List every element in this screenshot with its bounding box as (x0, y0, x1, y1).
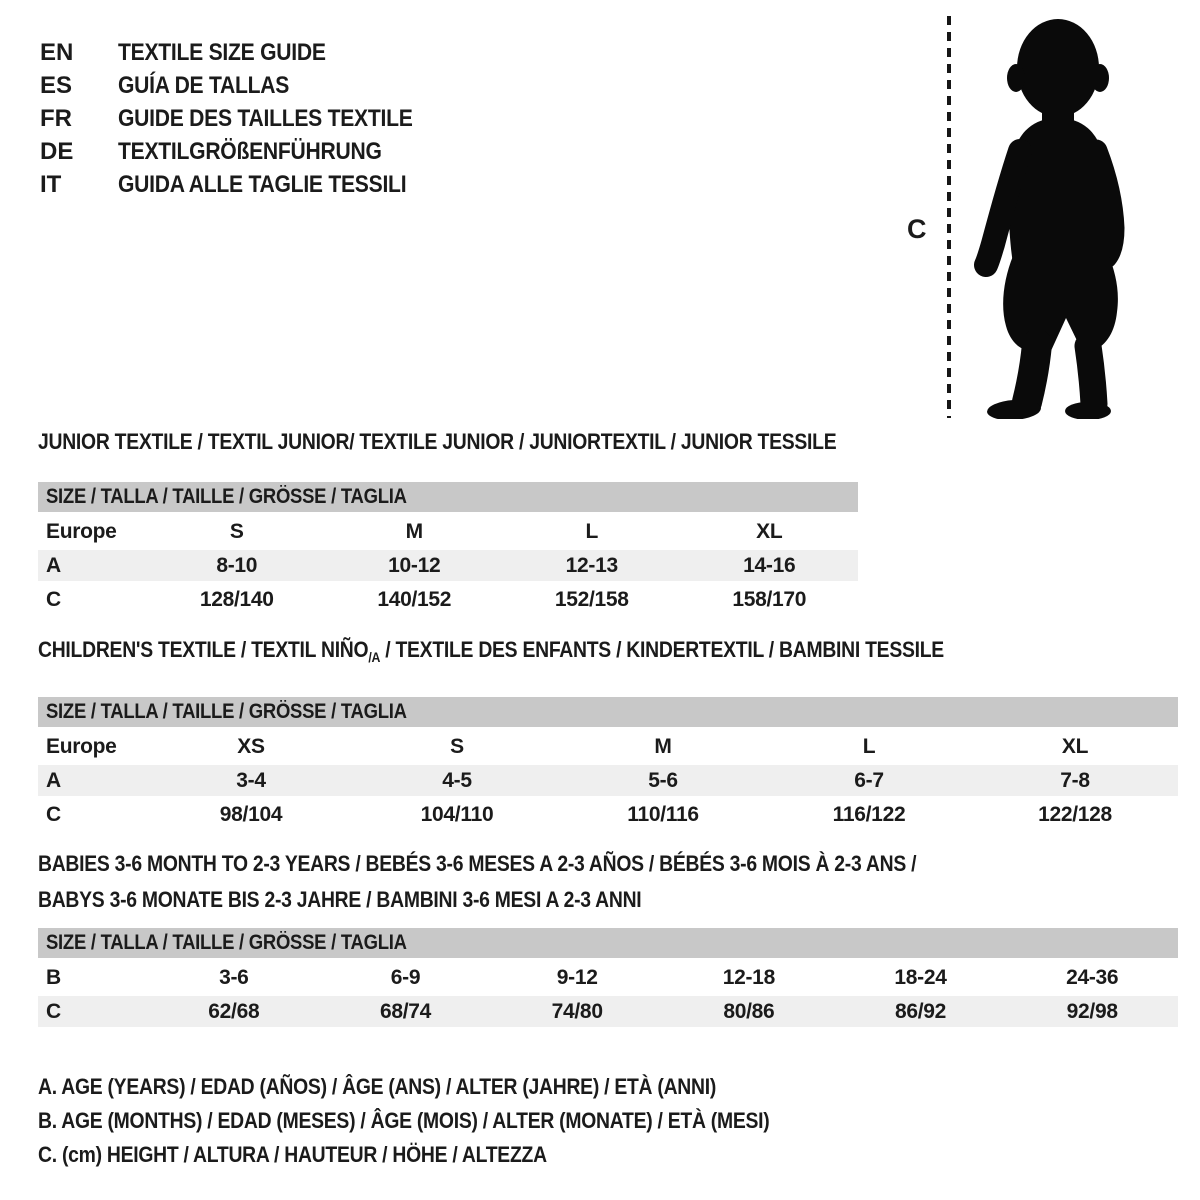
language-code: EN (40, 38, 74, 66)
legend-line-b: B. AGE (MONTHS) / EDAD (MESES) / ÂGE (MOIS) / ALTER (MONATE) / ETÀ (MESI) (38, 1108, 770, 1133)
value-cell: 7-8 (1060, 768, 1090, 792)
row-label-cell: A (46, 768, 61, 792)
value-cell: 110/116 (627, 802, 699, 826)
value-cell: 24-36 (1066, 965, 1119, 989)
language-label: GUIDA ALLE TAGLIE TESSILI (118, 170, 407, 198)
value-cell: 98/104 (219, 802, 283, 826)
value-cell: 158/170 (732, 587, 807, 611)
value-cell: 80/86 (723, 999, 775, 1023)
language-row-fr (40, 102, 453, 135)
table-row (38, 584, 858, 615)
value-cell: 18-24 (894, 965, 947, 989)
language-label: GUIDE DES TAILLES TEXTILE (118, 104, 413, 132)
table-row (38, 996, 1178, 1027)
height-measure-figure (895, 12, 1175, 424)
value-cell: 6-9 (390, 965, 421, 989)
language-row-en (40, 36, 453, 69)
language-label: TEXTILE SIZE GUIDE (118, 38, 326, 66)
junior-section-title: JUNIOR TEXTILE / TEXTIL JUNIOR/ TEXTILE JUNIOR / JUNIORTEXTIL / JUNIOR TESSILE (38, 429, 837, 454)
row-label-cell: A (46, 553, 61, 577)
table-row (38, 516, 858, 547)
nino-a-subscript: /A (368, 649, 381, 665)
size-cell: M (405, 519, 423, 543)
value-cell: 12-13 (565, 553, 618, 577)
language-label: TEXTILGRÖßENFÜHRUNG (118, 137, 382, 165)
value-cell: 4-5 (442, 768, 472, 792)
table-row (38, 799, 1178, 830)
value-cell: 140/152 (377, 587, 452, 611)
size-cell: L (585, 519, 599, 543)
value-cell: 128/140 (199, 587, 274, 611)
size-cell: XL (1061, 734, 1089, 758)
table-row (38, 765, 1178, 796)
size-cell: XS (237, 734, 265, 758)
junior-textile-section (38, 430, 858, 618)
language-list (40, 36, 453, 201)
value-cell: 92/98 (1066, 999, 1118, 1023)
measurement-legend (38, 1070, 869, 1172)
language-code: FR (40, 104, 72, 132)
value-cell: 74/80 (551, 999, 603, 1023)
table-row (38, 550, 858, 581)
babies-textile-section (38, 846, 1178, 1030)
row-label-cell: C (46, 999, 61, 1023)
value-cell: 10-12 (388, 553, 441, 577)
value-cell: 68/74 (379, 999, 432, 1023)
language-row-de (40, 135, 453, 168)
row-label-cell: Europe (46, 734, 117, 758)
value-cell: 116/122 (832, 802, 906, 826)
height-measure-dashed-line (947, 16, 951, 418)
language-code: DE (40, 137, 74, 165)
size-cell: S (450, 734, 464, 758)
size-header-bar: SIZE / TALLA / TAILLE / GRÖSSE / TAGLIA (38, 482, 858, 512)
value-cell: 6-7 (854, 768, 884, 792)
babies-section-title: BABIES 3-6 MONTH TO 2-3 YEARS / BEBÉS 3-6 MESES A 2-3 AÑOS / BÉBÉS 3-6 MOIS À 2-3 ANS / BABYS 3-6 MONATE BIS 2-3 JAHRE / BAMBINI 3-6 MESI A 2-3 ANNI (38, 851, 917, 912)
value-cell: 3-6 (219, 965, 249, 989)
table-row (38, 962, 1178, 993)
size-cell: XL (756, 519, 783, 543)
size-cell: S (229, 519, 244, 543)
value-cell: 9-12 (556, 965, 598, 989)
value-cell: 8-10 (216, 553, 258, 577)
value-cell: 3-4 (236, 768, 266, 792)
value-cell: 12-18 (722, 965, 775, 989)
value-cell: 86/92 (894, 999, 947, 1023)
row-label-cell: B (46, 965, 61, 989)
legend-line-a: A. AGE (YEARS) / EDAD (AÑOS) / ÂGE (ANS) / ALTER (JAHRE) / ETÀ (ANNI) (38, 1074, 717, 1099)
size-header-bar: SIZE / TALLA / TAILLE / GRÖSSE / TAGLIA (38, 697, 1178, 727)
baby-silhouette-icon (965, 14, 1155, 419)
value-cell: 152/158 (554, 587, 629, 611)
value-cell: 62/68 (208, 999, 260, 1023)
row-label-cell: Europe (46, 519, 117, 543)
measure-label-c: C (907, 214, 927, 244)
children-textile-section (38, 638, 1178, 833)
size-cell: L (862, 734, 876, 758)
language-label: GUÍA DE TALLAS (118, 71, 290, 99)
value-cell: 122/128 (1038, 802, 1112, 826)
language-code: ES (40, 71, 73, 99)
row-label-cell: C (46, 802, 61, 826)
legend-line-c: C. (cm) HEIGHT / ALTURA / HAUTEUR / HÖHE / ALTEZZA (38, 1142, 547, 1167)
language-code: IT (40, 170, 62, 198)
children-section-title: CHILDREN'S TEXTILE / TEXTIL $NIÑO_{/A}$ / TEXTILE DES ENFANTS / KINDERTEXTIL / BAMBINI TESSILE (38, 637, 944, 665)
size-header-bar: SIZE / TALLA / TAILLE / GRÖSSE / TAGLIA (38, 928, 1178, 958)
row-label-cell: C (46, 587, 61, 611)
table-row (38, 731, 1178, 762)
value-cell: 14-16 (743, 553, 796, 577)
value-cell: 104/110 (420, 802, 494, 826)
size-cell: M (654, 734, 672, 758)
value-cell: 5-6 (648, 768, 678, 792)
language-row-it (40, 168, 453, 201)
language-row-es (40, 69, 453, 102)
